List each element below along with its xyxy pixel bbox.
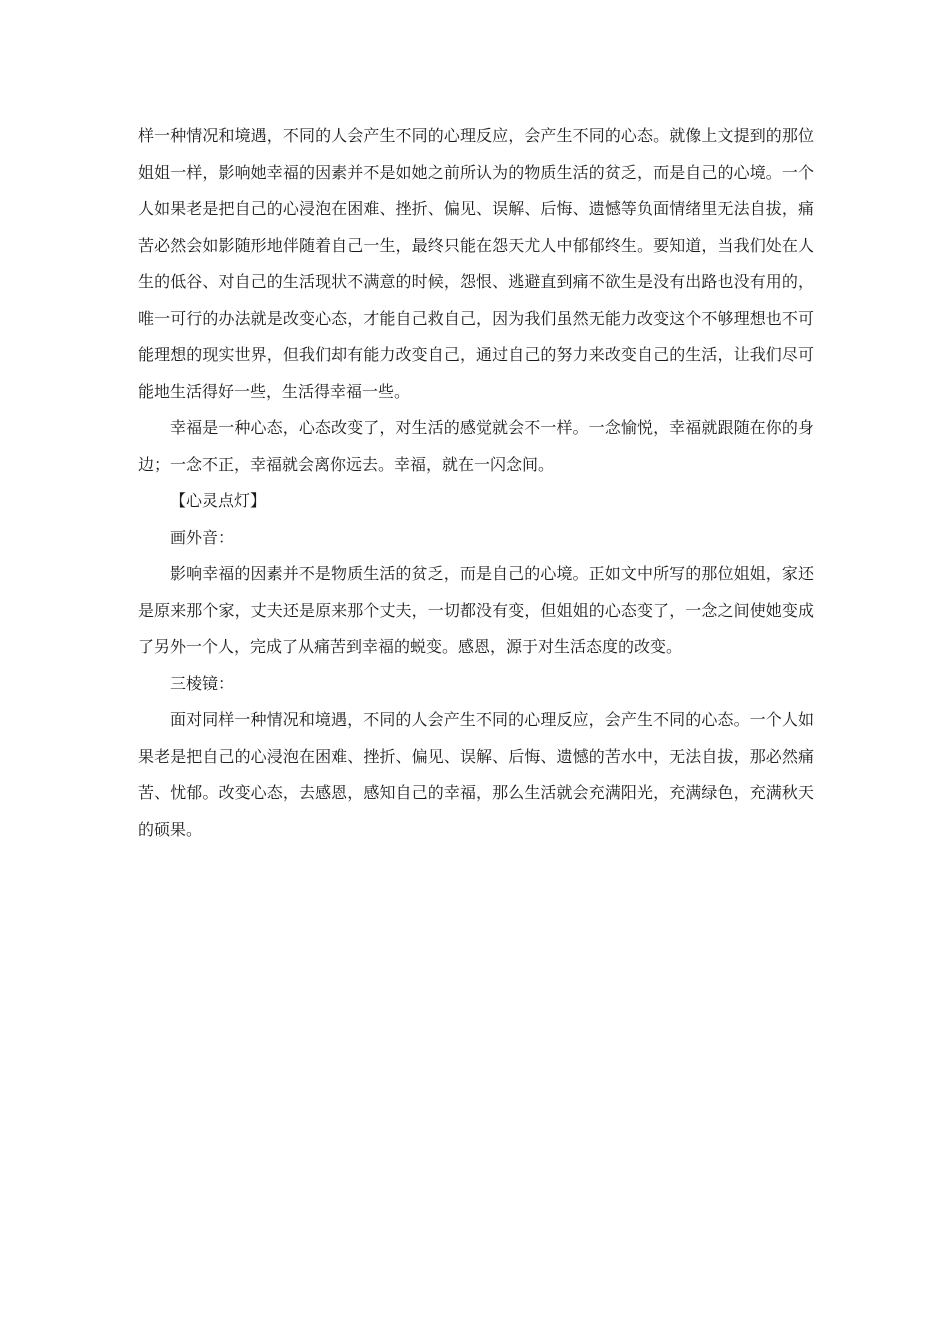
paragraph-voiceover: 影响幸福的因素并不是物质生活的贫乏，而是自己的心境。正如文中所写的那位姐姐，家还是原来那个家，丈夫还是原来那个丈夫，一切都没有变，但姐姐的心态变了，一念之间使她变成了另外一个人，完成了从痛苦到幸福的蜕变。感恩，源于对生活态度的改变。 bbox=[138, 564, 814, 656]
document-page bbox=[138, 118, 814, 848]
label-prism: 三棱镜： bbox=[170, 673, 235, 693]
paragraph-continued: 样一种情况和境遇，不同的人会产生不同的心理反应，会产生不同的心态。就像上文提到的那位姐姐一样，影响她幸福的因素并不是如她之前所认为的物质生活的贫乏，而是自己的心境。一个人如果老是把自己的心浸泡在困难、挫折、偏见、误解、后悔、遗憾等负面情绪里无法自拔，痛苦必然会如影随形地伴随着自己一生，最终只能在怨天尤人中郁郁终生。要知道，当我们处在人生的低谷、对自己的生活现状不满意的时候，怨恨、逃避直到痛不欲生是没有出路也没有用的，唯一可行的办法就是改变心态，才能自己救自己，因为我们虽然无能力改变这个不够理想也不可能理想的现实世界，但我们却有能力改变自己，通过自己的努力来改变自己的生活，让我们尽可能地生活得好一些，生活得幸福一些。 bbox=[138, 126, 814, 401]
paragraph-prism: 面对同样一种情况和境遇，不同的人会产生不同的心理反应，会产生不同的心态。一个人如果老是把自己的心浸泡在困难、挫折、偏见、误解、后悔、遗憾的苦水中，无法自拔，那必然痛苦、忧郁。改变心态，去感恩，感知自己的幸福，那么生活就会充满阳光，充满绿色，充满秋天的硕果。 bbox=[138, 710, 814, 839]
label-voiceover: 画外音： bbox=[170, 527, 235, 547]
section-heading: 【心灵点灯】 bbox=[170, 491, 267, 510]
paragraph-happiness-mindset: 幸福是一种心态，心态改变了，对生活的感觉就会不一样。一念愉悦，幸福就跟随在你的身边；一念不正，幸福就会离你远去。幸福，就在一闪念间。 bbox=[138, 418, 814, 474]
